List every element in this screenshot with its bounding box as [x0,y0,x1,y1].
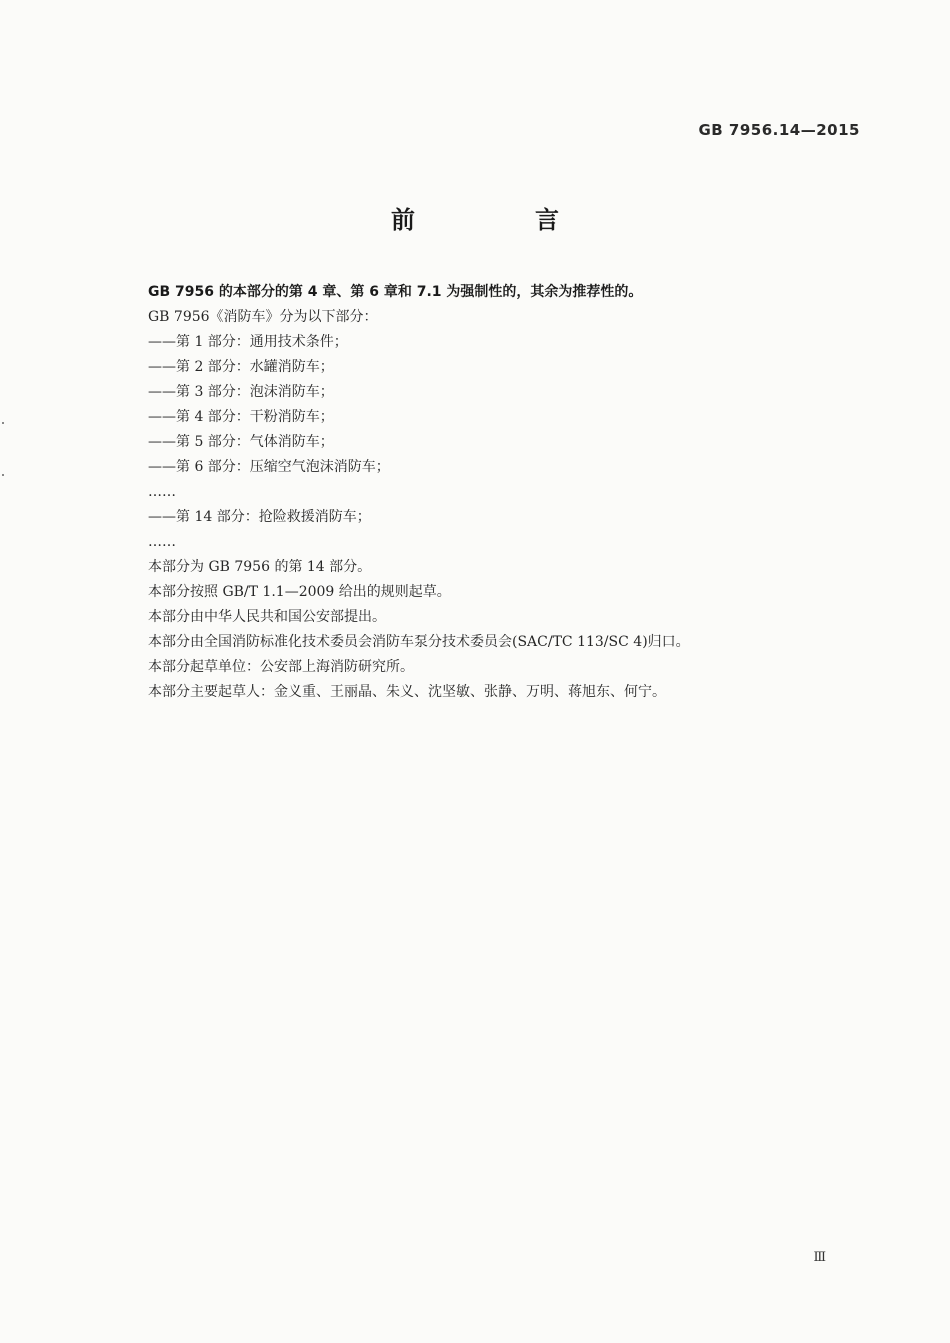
part-list-item: ——第 5 部分：气体消防车； [148,434,334,450]
drafters: 本部分主要起草人：金义重、王丽晶、朱义、沈坚敏、张静、万明、蒋旭东、何宁。 [148,684,666,700]
part-statement: 本部分为 GB 7956 的第 14 部分。 [148,559,372,575]
part-list-item: ——第 6 部分：压缩空气泡沫消防车； [148,459,390,475]
drafting-unit: 本部分起草单位：公安部上海消防研究所。 [148,659,414,675]
standard-code: GB 7956.14—2015 [698,121,860,139]
scan-mark [2,474,4,476]
part-list-item: ——第 4 部分：干粉消防车； [148,409,334,425]
drafting-rules: 本部分按照 GB/T 1.1—2009 给出的规则起草。 [148,584,451,600]
part-list-item: ——第 1 部分：通用技术条件； [148,334,348,350]
part-list-item: ——第 3 部分：泡沫消防车； [148,384,334,400]
foreword-body [148,280,828,705]
part-list-item: ——第 2 部分：水罐消防车； [148,359,334,375]
proposer: 本部分由中华人民共和国公安部提出。 [148,609,386,625]
ellipsis-line: …… [148,484,176,500]
parts-intro: GB 7956《消防车》分为以下部分： [148,309,378,325]
ellipsis-line: …… [148,534,176,550]
scan-mark [2,422,4,424]
page-title: 前 言 [391,206,607,234]
part-list-item: ——第 14 部分：抢险救援消防车； [148,509,371,525]
mandatory-statement: GB 7956 的本部分的第 4 章、第 6 章和 7.1 为强制性的，其余为推荐性的。 [148,284,643,300]
page-number: Ⅲ [813,1250,826,1265]
technical-committee: 本部分由全国消防标准化技术委员会消防车泵分技术委员会(SAC/TC 113/SC 4)归口。 [148,634,690,650]
